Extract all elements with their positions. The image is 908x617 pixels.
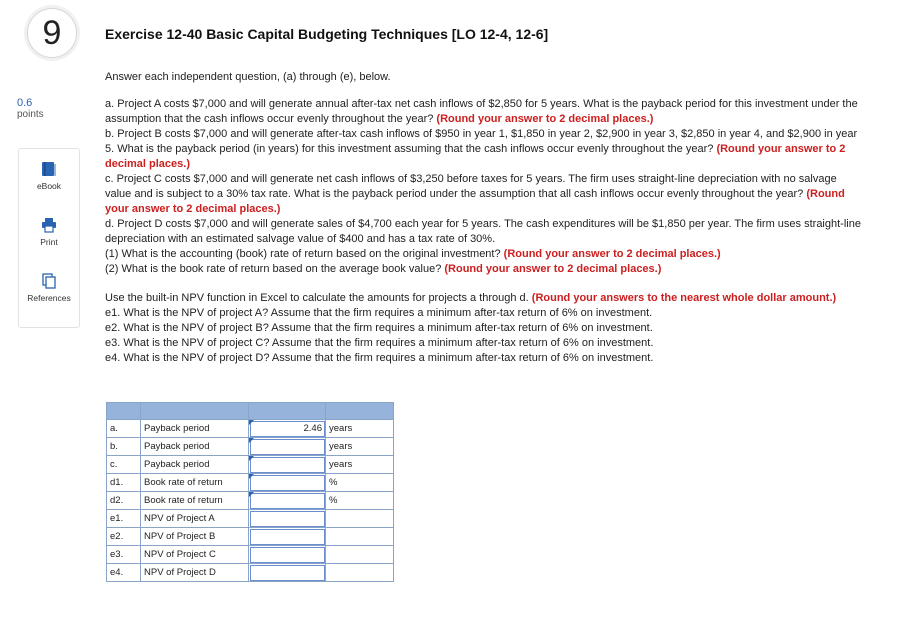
question-d1-text: (1) What is the accounting (book) rate of return based on the original investment? <box>105 248 501 260</box>
row-unit: % <box>326 474 394 492</box>
row-id: e2. <box>107 528 141 546</box>
points-block <box>17 97 44 121</box>
question-content <box>105 70 865 366</box>
answer-input-d2[interactable] <box>249 492 326 510</box>
question-e4: e4. What is the NPV of project D? Assume that the firm requires a minimum after-tax return of 6% on investment. <box>105 352 654 364</box>
answer-input-e4[interactable] <box>249 564 326 582</box>
row-label: Payback period <box>141 420 249 438</box>
answer-table <box>106 402 394 582</box>
row-unit: years <box>326 438 394 456</box>
row-id: b. <box>107 438 141 456</box>
references-icon <box>40 273 58 289</box>
row-label: Payback period <box>141 456 249 474</box>
question-b-note: (Round your answer to 2 decimal places.) <box>105 143 846 170</box>
npv-intro-text: Use the built-in NPV function in Excel to calculate the amounts for projects a through d. <box>105 292 529 304</box>
row-unit <box>326 528 394 546</box>
question-e1: e1. What is the NPV of project A? Assume that the firm requires a minimum after-tax return of 6% on investment. <box>105 307 653 319</box>
printer-icon <box>40 217 58 233</box>
row-label: Book rate of return <box>141 492 249 510</box>
row-id: e4. <box>107 564 141 582</box>
row-id: d2. <box>107 492 141 510</box>
question-b <box>105 127 865 172</box>
row-unit <box>326 564 394 582</box>
question-e2: e2. What is the NPV of project B? Assume that the firm requires a minimum after-tax return of 6% on investment. <box>105 322 653 334</box>
table-row <box>107 438 394 456</box>
book-icon <box>40 161 58 177</box>
answer-input-e2[interactable] <box>249 528 326 546</box>
question-b-text: b. Project B costs $7,000 and will generate after-tax cash inflows of $950 in year 1, $1,850 in year 2, $2,900 in year 3, $2,850 in year 4, and $2,900 in year 5. What is the payback period (in years) for this investment assuming that the cash inflows occur evenly throughout the year? <box>105 128 858 155</box>
references-button[interactable] <box>19 273 79 323</box>
question-number: 9 <box>27 8 77 58</box>
row-label: NPV of Project C <box>141 546 249 564</box>
table-row <box>107 420 394 438</box>
answer-input-e1[interactable] <box>249 510 326 528</box>
intro-text: Answer each independent question, (a) through (e), below. <box>105 71 391 83</box>
table-row <box>107 492 394 510</box>
question-d2-text: (2) What is the book rate of return based on the average book value? <box>105 263 442 275</box>
points-value: 0.6 <box>17 97 33 109</box>
row-id: a. <box>107 420 141 438</box>
print-label: Print <box>40 237 58 247</box>
question-c-note: (Round your answer to 2 decimal places.) <box>105 188 845 215</box>
question-d2-note: (Round your answer to 2 decimal places.) <box>444 263 662 275</box>
question-d1 <box>105 247 865 262</box>
ebook-button[interactable] <box>19 161 79 211</box>
row-label: NPV of Project B <box>141 528 249 546</box>
question-d2 <box>105 262 865 277</box>
answer-table-header <box>107 403 394 420</box>
table-row <box>107 456 394 474</box>
points-label: points <box>17 109 44 120</box>
table-row <box>107 510 394 528</box>
row-id: d1. <box>107 474 141 492</box>
question-a-note: (Round your answer to 2 decimal places.) <box>436 113 654 125</box>
npv-intro <box>105 291 865 306</box>
answer-input-e3[interactable] <box>249 546 326 564</box>
row-unit: years <box>326 420 394 438</box>
question-a <box>105 97 865 127</box>
table-row <box>107 564 394 582</box>
question-d: d. Project D costs $7,000 and will generate sales of $4,700 each year for 5 years. The cash expenditures will be $1,850 per year. The firm uses straight-line depreciation with an estimated salvage value of $400 and has a tax rate of 30%. <box>105 218 861 245</box>
row-unit <box>326 510 394 528</box>
table-row <box>107 474 394 492</box>
row-id: e3. <box>107 546 141 564</box>
question-c-text: c. Project C costs $7,000 and will generate net cash inflows of $3,250 before taxes for 5 years. The firm uses straight-line depreciation with no salvage value and is subject to a 30% tax rate. What is the payback period under the assumption that all cash inflows occur evenly throughout the year? <box>105 173 837 200</box>
exercise-title: Exercise 12-40 Basic Capital Budgeting Techniques [LO 12-4, 12-6] <box>105 26 549 42</box>
tools-sidebar <box>18 148 80 328</box>
row-label: Book rate of return <box>141 474 249 492</box>
question-c <box>105 172 865 217</box>
references-label: References <box>27 293 71 303</box>
answer-input-c[interactable] <box>249 456 326 474</box>
row-label: NPV of Project A <box>141 510 249 528</box>
row-unit: % <box>326 492 394 510</box>
question-d1-note: (Round your answer to 2 decimal places.) <box>503 248 721 260</box>
question-a-text: a. Project A costs $7,000 and will generate annual after-tax net cash inflows of $2,850 for 5 years. What is the payback period for this investment under the assumption that the cash inflows occur evenly throughout the year? <box>105 98 858 125</box>
print-button[interactable] <box>19 217 79 267</box>
row-label: NPV of Project D <box>141 564 249 582</box>
question-e3: e3. What is the NPV of project C? Assume that the firm requires a minimum after-tax return of 6% on investment. <box>105 337 654 349</box>
row-label: Payback period <box>141 438 249 456</box>
answer-input-b[interactable] <box>249 438 326 456</box>
npv-note: (Round your answers to the nearest whole dollar amount.) <box>531 292 837 304</box>
row-id: e1. <box>107 510 141 528</box>
row-id: c. <box>107 456 141 474</box>
table-row <box>107 528 394 546</box>
answer-input-a[interactable]: 2.46 <box>249 420 326 438</box>
row-unit <box>326 546 394 564</box>
table-row <box>107 546 394 564</box>
answer-input-d1[interactable] <box>249 474 326 492</box>
row-unit: years <box>326 456 394 474</box>
ebook-label: eBook <box>36 181 62 191</box>
